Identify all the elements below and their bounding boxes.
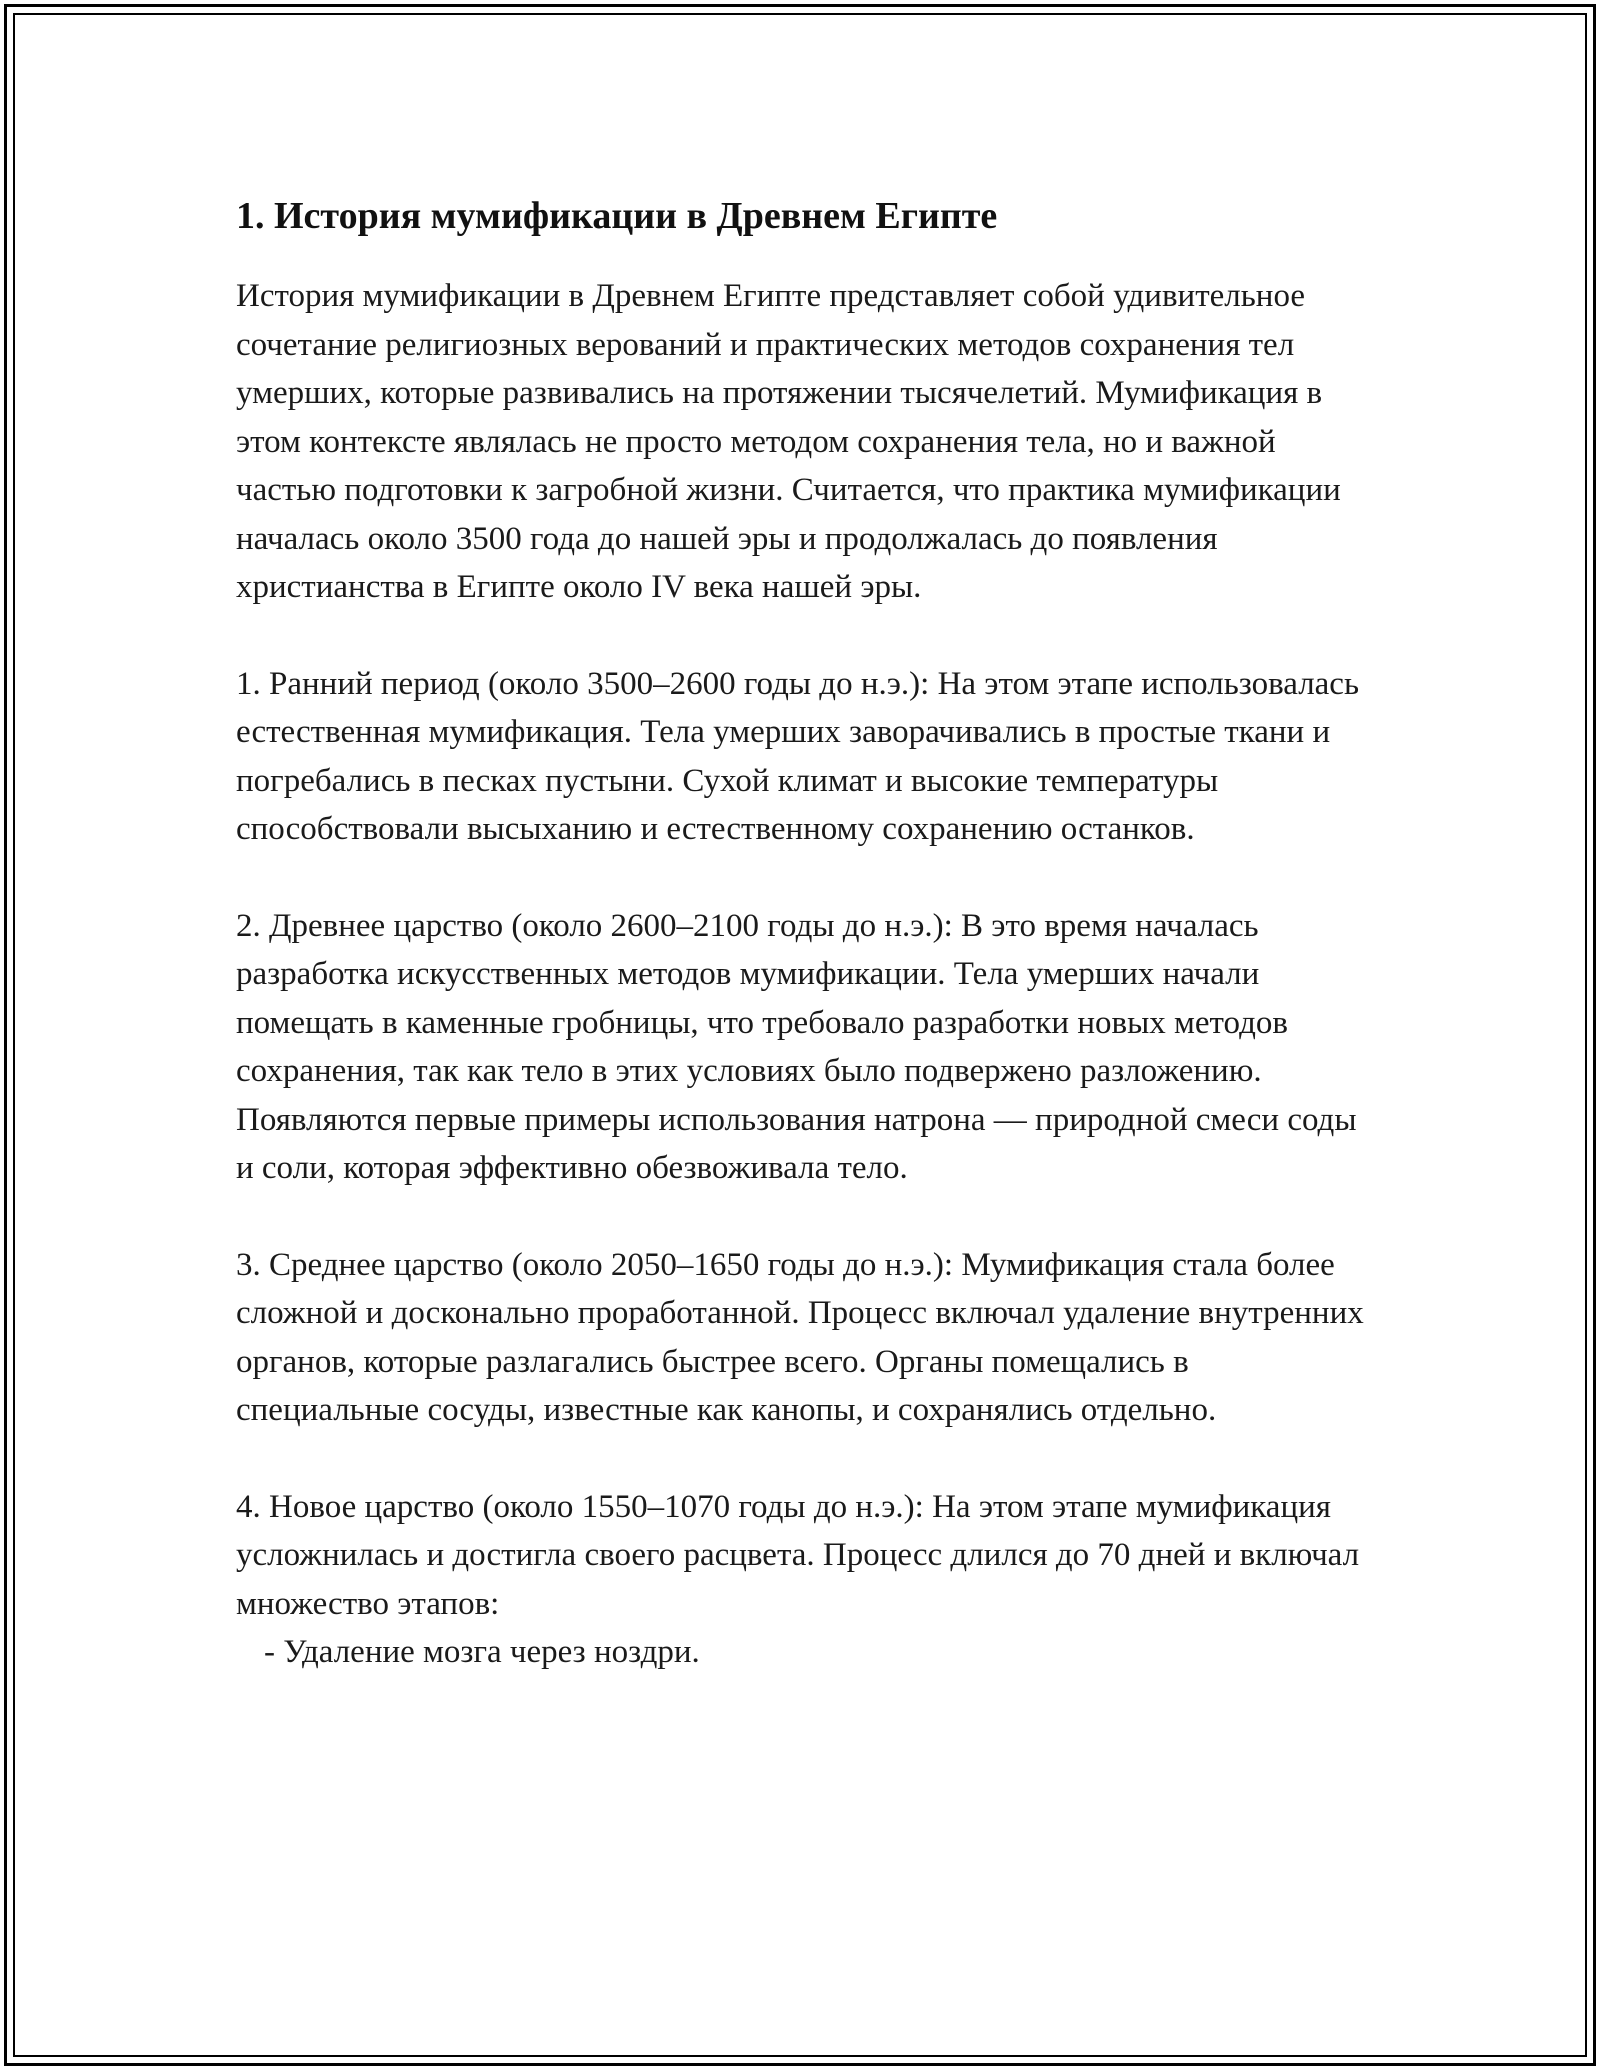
period-old-kingdom-paragraph: 2. Древнее царство (около 2600–2100 годы до н.э.): В это время началась разработка искусственных методов мумификации. Тела умерших начали помещать в каменные гробницы, что требовало разработки новых методов сохранения, так как тело в этих условиях было подвержено разложению. Появляются первые примеры использования натрона — природной смеси соды и соли, которая эффективно обезвоживала тело. (236, 907, 1357, 1186)
document-body (236, 190, 1376, 1677)
period-middle-kingdom-paragraph: 3. Среднее царство (около 2050–1650 годы до н.э.): Мумификация стала более сложной и досконально проработанной. Процесс включал удаление внутренних органов, которые разлагались быстрее всего. Органы помещались в специальные сосуды, известные как канопы, и сохранялись отдельно. (236, 1246, 1364, 1428)
list-item: - Удаление мозга через ноздри. (264, 1634, 700, 1670)
intro-paragraph: История мумификации в Древнем Египте представляет собой удивительное сочетание религиозных верований и практических методов сохранения тел умерших, которые развивались на протяжении тысячелетий. Мумификация в этом контексте являлась не просто методом сохранения тела, но и важной частью подготовки к загробной жизни. Считается, что практика мумификации началась около 3500 года до нашей эры и продолжалась до появления христианства в Египте около IV века нашей эры. (236, 278, 1341, 605)
period-early-paragraph: 1. Ранний период (около 3500–2600 годы до н.э.): На этом этапе использовалась естественная мумификация. Тела умерших заворачивались в простые ткани и погребались в песках пустыни. Сухой климат и высокие температуры способствовали высыханию и естественному сохранению останков. (236, 665, 1359, 847)
section-heading: 1. История мумификации в Древнем Египте (236, 195, 998, 237)
period-new-kingdom-paragraph: 4. Новое царство (около 1550–1070 годы до н.э.): На этом этапе мумификация усложнилась и достигла своего расцвета. Процесс длился до 70 дней и включал множество этапов: (236, 1488, 1360, 1622)
